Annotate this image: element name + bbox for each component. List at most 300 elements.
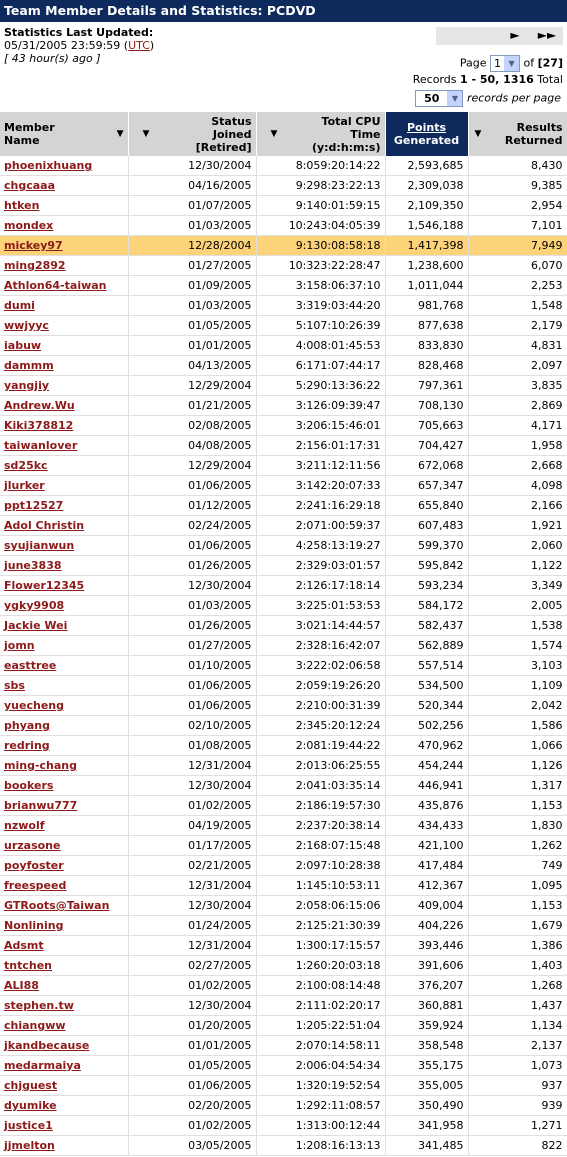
joined-cell: 12/30/2004 <box>128 576 256 596</box>
sort-arrow-icon[interactable]: ▼ <box>474 128 482 139</box>
results-cell: 3,835 <box>468 376 567 396</box>
member-link[interactable]: medarmaiya <box>4 1059 81 1072</box>
member-link[interactable]: poyfoster <box>4 859 64 872</box>
cpu-time-cell: 2:071:00:59:37 <box>256 516 385 536</box>
member-name-cell <box>0 716 128 736</box>
member-link[interactable]: urzasone <box>4 839 61 852</box>
joined-cell: 04/16/2005 <box>128 176 256 196</box>
results-cell: 1,574 <box>468 636 567 656</box>
member-name-cell <box>0 836 128 856</box>
member-link[interactable]: mondex <box>4 219 54 232</box>
cpu-time-cell: 2:210:00:31:39 <box>256 696 385 716</box>
joined-cell: 01/03/2005 <box>128 216 256 236</box>
member-link[interactable]: dammm <box>4 359 54 372</box>
cpu-time-cell: 1:300:17:15:57 <box>256 936 385 956</box>
member-link[interactable]: ming2892 <box>4 259 66 272</box>
cpu-time-cell: 2:125:21:30:39 <box>256 916 385 936</box>
cpu-time-cell: 1:292:11:08:57 <box>256 1096 385 1116</box>
joined-cell: 01/03/2005 <box>128 296 256 316</box>
member-link[interactable]: dyumike <box>4 1099 57 1112</box>
results-cell: 1,122 <box>468 556 567 576</box>
member-link[interactable]: jlurker <box>4 479 45 492</box>
results-cell: 4,098 <box>468 476 567 496</box>
joined-cell: 12/30/2004 <box>128 996 256 1016</box>
member-name-cell <box>0 916 128 936</box>
points-cell: 2,593,685 <box>385 156 468 176</box>
results-cell: 6,070 <box>468 256 567 276</box>
col-cpu-line1: Total CPU <box>321 114 381 128</box>
results-cell: 1,268 <box>468 976 567 996</box>
points-cell: 981,768 <box>385 296 468 316</box>
results-cell: 1,548 <box>468 296 567 316</box>
col-status-joined[interactable] <box>128 112 256 156</box>
joined-cell: 02/20/2005 <box>128 1096 256 1116</box>
cpu-time-cell: 9:298:23:22:13 <box>256 176 385 196</box>
points-cell: 562,889 <box>385 636 468 656</box>
joined-cell: 01/27/2005 <box>128 256 256 276</box>
joined-cell: 01/10/2005 <box>128 656 256 676</box>
member-link[interactable]: Nonlining <box>4 919 64 932</box>
points-cell: 446,941 <box>385 776 468 796</box>
results-cell: 3,349 <box>468 576 567 596</box>
points-cell: 595,842 <box>385 556 468 576</box>
member-link[interactable]: ygky9908 <box>4 599 65 612</box>
results-cell: 2,005 <box>468 596 567 616</box>
results-cell: 1,066 <box>468 736 567 756</box>
points-cell: 421,100 <box>385 836 468 856</box>
joined-cell: 01/07/2005 <box>128 196 256 216</box>
member-link[interactable]: easttree <box>4 659 57 672</box>
joined-cell: 02/27/2005 <box>128 956 256 976</box>
table-row <box>0 316 567 336</box>
table-row <box>0 636 567 656</box>
member-name-cell <box>0 1136 128 1156</box>
results-cell: 1,126 <box>468 756 567 776</box>
points-cell: 355,175 <box>385 1056 468 1076</box>
col-results-returned[interactable] <box>468 112 567 156</box>
member-name-cell <box>0 856 128 876</box>
points-cell: 1,011,044 <box>385 276 468 296</box>
results-cell: 2,954 <box>468 196 567 216</box>
cpu-time-cell: 2:058:06:15:06 <box>256 896 385 916</box>
points-cell: 582,437 <box>385 616 468 636</box>
member-link[interactable]: jjmelton <box>4 1139 55 1152</box>
cpu-time-cell: 1:313:00:12:44 <box>256 1116 385 1136</box>
points-cell: 412,367 <box>385 876 468 896</box>
cpu-time-cell: 2:111:02:20:17 <box>256 996 385 1016</box>
member-name-cell <box>0 316 128 336</box>
cpu-time-cell: 3:158:06:37:10 <box>256 276 385 296</box>
cpu-time-cell: 3:222:02:06:58 <box>256 656 385 676</box>
member-link[interactable]: chgcaaa <box>4 179 56 192</box>
sort-arrow-icon[interactable]: ▼ <box>116 128 124 139</box>
cpu-time-cell: 2:059:19:26:20 <box>256 676 385 696</box>
member-name-cell <box>0 616 128 636</box>
table-row <box>0 736 567 756</box>
table-row <box>0 1016 567 1036</box>
results-cell: 2,668 <box>468 456 567 476</box>
table-row <box>0 916 567 936</box>
table-row <box>0 616 567 636</box>
results-cell: 2,253 <box>468 276 567 296</box>
page-title: Team Member Details and Statistics: PCDVD <box>0 0 567 22</box>
cpu-time-cell: 3:211:12:11:56 <box>256 456 385 476</box>
member-link[interactable]: Jackie Wei <box>4 619 68 632</box>
points-cell: 534,500 <box>385 676 468 696</box>
results-cell: 749 <box>468 856 567 876</box>
results-cell: 1,586 <box>468 716 567 736</box>
table-row <box>0 1076 567 1096</box>
last-page-button[interactable]: ►► <box>537 28 557 42</box>
table-row <box>0 196 567 216</box>
member-link[interactable]: syujianwun <box>4 539 75 552</box>
member-link[interactable]: jkandbecause <box>4 1039 90 1052</box>
table-row <box>0 356 567 376</box>
points-cell: 1,238,600 <box>385 256 468 276</box>
table-row <box>0 776 567 796</box>
member-name-cell <box>0 256 128 276</box>
col-name-line2: Name <box>4 134 40 147</box>
member-link[interactable]: bookers <box>4 779 54 792</box>
cpu-time-cell: 2:006:04:54:34 <box>256 1056 385 1076</box>
joined-cell: 01/20/2005 <box>128 1016 256 1036</box>
table-row <box>0 456 567 476</box>
table-row <box>0 756 567 776</box>
results-cell: 822 <box>468 1136 567 1156</box>
cpu-time-cell: 3:225:01:53:53 <box>256 596 385 616</box>
points-cell: 584,172 <box>385 596 468 616</box>
results-cell: 1,538 <box>468 616 567 636</box>
chevron-down-icon: ▼ <box>447 91 462 106</box>
table-row <box>0 216 567 236</box>
table-row <box>0 236 567 256</box>
joined-cell: 04/13/2005 <box>128 356 256 376</box>
member-link[interactable]: chjguest <box>4 1079 58 1092</box>
results-cell: 1,262 <box>468 836 567 856</box>
cpu-time-cell: 9:130:08:58:18 <box>256 236 385 256</box>
cpu-time-cell: 1:260:20:03:18 <box>256 956 385 976</box>
chevron-down-icon: ▼ <box>504 56 519 71</box>
table-row <box>0 676 567 696</box>
last-updated <box>4 26 154 65</box>
member-name-cell <box>0 276 128 296</box>
table-row <box>0 836 567 856</box>
member-name-cell <box>0 996 128 1016</box>
results-cell: 1,073 <box>468 1056 567 1076</box>
member-link[interactable]: redring <box>4 739 50 752</box>
member-link[interactable]: june3838 <box>4 559 62 572</box>
member-link[interactable]: Kiki378812 <box>4 419 74 432</box>
cpu-time-cell: 1:320:19:52:54 <box>256 1076 385 1096</box>
member-name-cell <box>0 336 128 356</box>
page-label: Page <box>459 56 487 70</box>
cpu-time-cell: 4:008:01:45:53 <box>256 336 385 356</box>
table-row <box>0 1056 567 1076</box>
table-row <box>0 276 567 296</box>
table-row <box>0 876 567 896</box>
joined-cell: 01/24/2005 <box>128 916 256 936</box>
joined-cell: 01/27/2005 <box>128 636 256 656</box>
member-link[interactable]: justice1 <box>4 1119 53 1132</box>
points-cell: 657,347 <box>385 476 468 496</box>
points-cell: 376,207 <box>385 976 468 996</box>
cpu-time-cell: 3:206:15:46:01 <box>256 416 385 436</box>
table-row <box>0 656 567 676</box>
member-link[interactable]: mickey97 <box>4 239 63 252</box>
member-link[interactable]: yangjiy <box>4 379 50 392</box>
member-link[interactable]: phoenixhuang <box>4 159 93 172</box>
member-name-cell <box>0 776 128 796</box>
cpu-time-cell: 6:171:07:44:17 <box>256 356 385 376</box>
points-cell: 417,484 <box>385 856 468 876</box>
joined-cell: 01/01/2005 <box>128 1036 256 1056</box>
member-name-cell <box>0 356 128 376</box>
member-link[interactable]: brianwu777 <box>4 799 78 812</box>
cpu-time-cell: 1:205:22:51:04 <box>256 1016 385 1036</box>
points-cell: 520,344 <box>385 696 468 716</box>
points-cell: 708,130 <box>385 396 468 416</box>
points-cell: 1,417,398 <box>385 236 468 256</box>
table-row <box>0 1116 567 1136</box>
sort-arrow-icon[interactable]: ▼ <box>270 128 278 139</box>
member-link[interactable]: sd25kc <box>4 459 48 472</box>
results-cell: 1,153 <box>468 796 567 816</box>
results-cell: 2,179 <box>468 316 567 336</box>
member-link[interactable]: freespeed <box>4 879 67 892</box>
page-value: 1 <box>494 57 502 70</box>
col-cpu-time[interactable] <box>256 112 385 156</box>
results-cell: 1,958 <box>468 436 567 456</box>
hours-ago: [ 43 hour(s) ago ] <box>4 52 101 65</box>
results-cell: 1,386 <box>468 936 567 956</box>
table-row <box>0 716 567 736</box>
sort-arrow-icon[interactable]: ▼ <box>142 128 150 139</box>
col-name-line1: Member <box>4 121 55 134</box>
joined-cell: 01/17/2005 <box>128 836 256 856</box>
member-link[interactable]: stephen.tw <box>4 999 74 1012</box>
total-label: Total <box>537 73 563 86</box>
member-link[interactable]: sbs <box>4 679 25 692</box>
per-page-select[interactable] <box>415 90 463 107</box>
cpu-time-cell: 2:097:10:28:38 <box>256 856 385 876</box>
member-name-cell <box>0 456 128 476</box>
table-row <box>0 796 567 816</box>
utc-link[interactable]: UTC <box>128 39 150 52</box>
joined-cell: 01/05/2005 <box>128 316 256 336</box>
table-row <box>0 856 567 876</box>
joined-cell: 02/24/2005 <box>128 516 256 536</box>
joined-cell: 12/30/2004 <box>128 776 256 796</box>
table-row <box>0 416 567 436</box>
joined-cell: 12/30/2004 <box>128 896 256 916</box>
member-link[interactable]: Athlon64-taiwan <box>4 279 107 292</box>
table-row <box>0 956 567 976</box>
member-name-cell <box>0 196 128 216</box>
per-page-label: records per page <box>466 91 561 105</box>
table-row <box>0 816 567 836</box>
member-link[interactable]: ppt12527 <box>4 499 64 512</box>
member-link[interactable]: GTRoots@Taiwan <box>4 899 110 912</box>
member-name-cell <box>0 896 128 916</box>
member-name-cell <box>0 816 128 836</box>
results-cell: 1,109 <box>468 676 567 696</box>
stats-table <box>0 112 567 1156</box>
joined-cell: 12/29/2004 <box>128 376 256 396</box>
col-results-line2: Returned <box>504 134 563 147</box>
table-row <box>0 396 567 416</box>
member-link[interactable]: chiangww <box>4 1019 66 1032</box>
results-cell: 1,437 <box>468 996 567 1016</box>
results-cell: 939 <box>468 1096 567 1116</box>
results-cell: 7,949 <box>468 236 567 256</box>
member-name-cell <box>0 936 128 956</box>
col-member-name[interactable] <box>0 112 128 156</box>
col-points-line2: Generated <box>393 134 460 147</box>
col-results-line1: Results <box>516 121 563 134</box>
joined-cell: 01/02/2005 <box>128 796 256 816</box>
points-cell: 359,924 <box>385 1016 468 1036</box>
points-cell: 833,830 <box>385 336 468 356</box>
cpu-time-cell: 2:126:17:18:14 <box>256 576 385 596</box>
joined-cell: 01/08/2005 <box>128 736 256 756</box>
table-row <box>0 296 567 316</box>
points-cell: 435,876 <box>385 796 468 816</box>
col-cpu-line3: (y:d:h:m:s) <box>311 140 381 154</box>
joined-cell: 01/06/2005 <box>128 536 256 556</box>
records-per-page <box>415 90 561 107</box>
cpu-time-cell: 1:208:16:13:13 <box>256 1136 385 1156</box>
member-link[interactable]: tntchen <box>4 959 52 972</box>
member-link[interactable]: htken <box>4 199 40 212</box>
cpu-time-cell: 2:237:20:38:14 <box>256 816 385 836</box>
member-link[interactable]: yuecheng <box>4 699 64 712</box>
points-cell: 655,840 <box>385 496 468 516</box>
table-row <box>0 1096 567 1116</box>
table-row <box>0 376 567 396</box>
member-name-cell <box>0 1116 128 1136</box>
next-page-button[interactable]: ► <box>510 28 520 42</box>
cpu-time-cell: 3:126:09:39:47 <box>256 396 385 416</box>
records-label: Records <box>412 73 457 86</box>
cpu-time-cell: 2:345:20:12:24 <box>256 716 385 736</box>
joined-cell: 01/06/2005 <box>128 676 256 696</box>
table-row <box>0 176 567 196</box>
results-cell: 1,271 <box>468 1116 567 1136</box>
records-range: 1 - 50, 1316 <box>459 73 534 86</box>
cpu-time-cell: 2:100:08:14:48 <box>256 976 385 996</box>
col-status-line1: Status <box>211 114 252 128</box>
member-name-cell <box>0 416 128 436</box>
col-points-generated[interactable] <box>385 112 468 156</box>
member-link[interactable]: jomn <box>4 639 35 652</box>
total-pages: [27] <box>537 56 563 70</box>
results-cell: 1,134 <box>468 1016 567 1036</box>
last-updated-label: Statistics Last Updated: <box>4 26 154 39</box>
table-row <box>0 256 567 276</box>
member-link[interactable]: Andrew.Wu <box>4 399 75 412</box>
points-cell: 607,483 <box>385 516 468 536</box>
member-link[interactable]: Flower12345 <box>4 579 85 592</box>
points-cell: 350,490 <box>385 1096 468 1116</box>
member-name-cell <box>0 496 128 516</box>
points-cell: 705,663 <box>385 416 468 436</box>
table-header <box>0 112 567 156</box>
member-link[interactable]: nzwolf <box>4 819 45 832</box>
joined-cell: 01/21/2005 <box>128 396 256 416</box>
member-link[interactable]: wwjyyc <box>4 319 49 332</box>
member-link[interactable]: phyang <box>4 719 51 732</box>
points-sort-link[interactable]: Points <box>406 121 447 134</box>
member-link[interactable]: Adol Christin <box>4 519 85 532</box>
joined-cell: 01/26/2005 <box>128 616 256 636</box>
member-name-cell <box>0 756 128 776</box>
cpu-time-cell: 2:168:07:15:48 <box>256 836 385 856</box>
page-select[interactable] <box>490 55 520 72</box>
member-link[interactable]: Adsmt <box>4 939 44 952</box>
member-link[interactable]: dumi <box>4 299 35 312</box>
member-name-cell <box>0 1096 128 1116</box>
results-cell: 2,869 <box>468 396 567 416</box>
joined-cell: 01/06/2005 <box>128 1076 256 1096</box>
results-cell: 937 <box>468 1076 567 1096</box>
member-link[interactable]: taiwanlover <box>4 439 78 452</box>
table-row <box>0 336 567 356</box>
joined-cell: 12/31/2004 <box>128 876 256 896</box>
results-cell: 1,921 <box>468 516 567 536</box>
member-name-cell <box>0 976 128 996</box>
member-name-cell <box>0 436 128 456</box>
cpu-time-cell: 10:243:04:05:39 <box>256 216 385 236</box>
results-cell: 7,101 <box>468 216 567 236</box>
per-page-value: 50 <box>424 92 440 105</box>
joined-cell: 01/03/2005 <box>128 596 256 616</box>
points-cell: 2,109,350 <box>385 196 468 216</box>
joined-cell: 12/30/2004 <box>128 156 256 176</box>
table-row <box>0 976 567 996</box>
table-row <box>0 1136 567 1156</box>
member-name-cell <box>0 1076 128 1096</box>
cpu-time-cell: 2:186:19:57:30 <box>256 796 385 816</box>
member-name-cell <box>0 156 128 176</box>
joined-cell: 01/26/2005 <box>128 556 256 576</box>
update-time: 05/31/2005 23:59:59 <box>4 39 121 52</box>
results-cell: 2,137 <box>468 1036 567 1056</box>
table-row <box>0 576 567 596</box>
table-row <box>0 696 567 716</box>
points-cell: 470,962 <box>385 736 468 756</box>
joined-cell: 03/05/2005 <box>128 1136 256 1156</box>
col-cpu-line2: Time <box>350 127 381 141</box>
points-cell: 599,370 <box>385 536 468 556</box>
table-row <box>0 536 567 556</box>
member-link[interactable]: ming-chang <box>4 759 77 772</box>
table-row <box>0 476 567 496</box>
points-cell: 502,256 <box>385 716 468 736</box>
joined-cell: 01/02/2005 <box>128 1116 256 1136</box>
member-name-cell <box>0 796 128 816</box>
member-link[interactable]: iabuw <box>4 339 42 352</box>
cpu-time-cell: 8:059:20:14:22 <box>256 156 385 176</box>
cpu-time-cell: 2:328:16:42:07 <box>256 636 385 656</box>
member-link[interactable]: ALI88 <box>4 979 39 992</box>
points-cell: 454,244 <box>385 756 468 776</box>
member-name-cell <box>0 656 128 676</box>
points-cell: 704,427 <box>385 436 468 456</box>
member-name-cell <box>0 1056 128 1076</box>
points-cell: 434,433 <box>385 816 468 836</box>
joined-cell: 12/31/2004 <box>128 756 256 776</box>
results-cell: 1,679 <box>468 916 567 936</box>
